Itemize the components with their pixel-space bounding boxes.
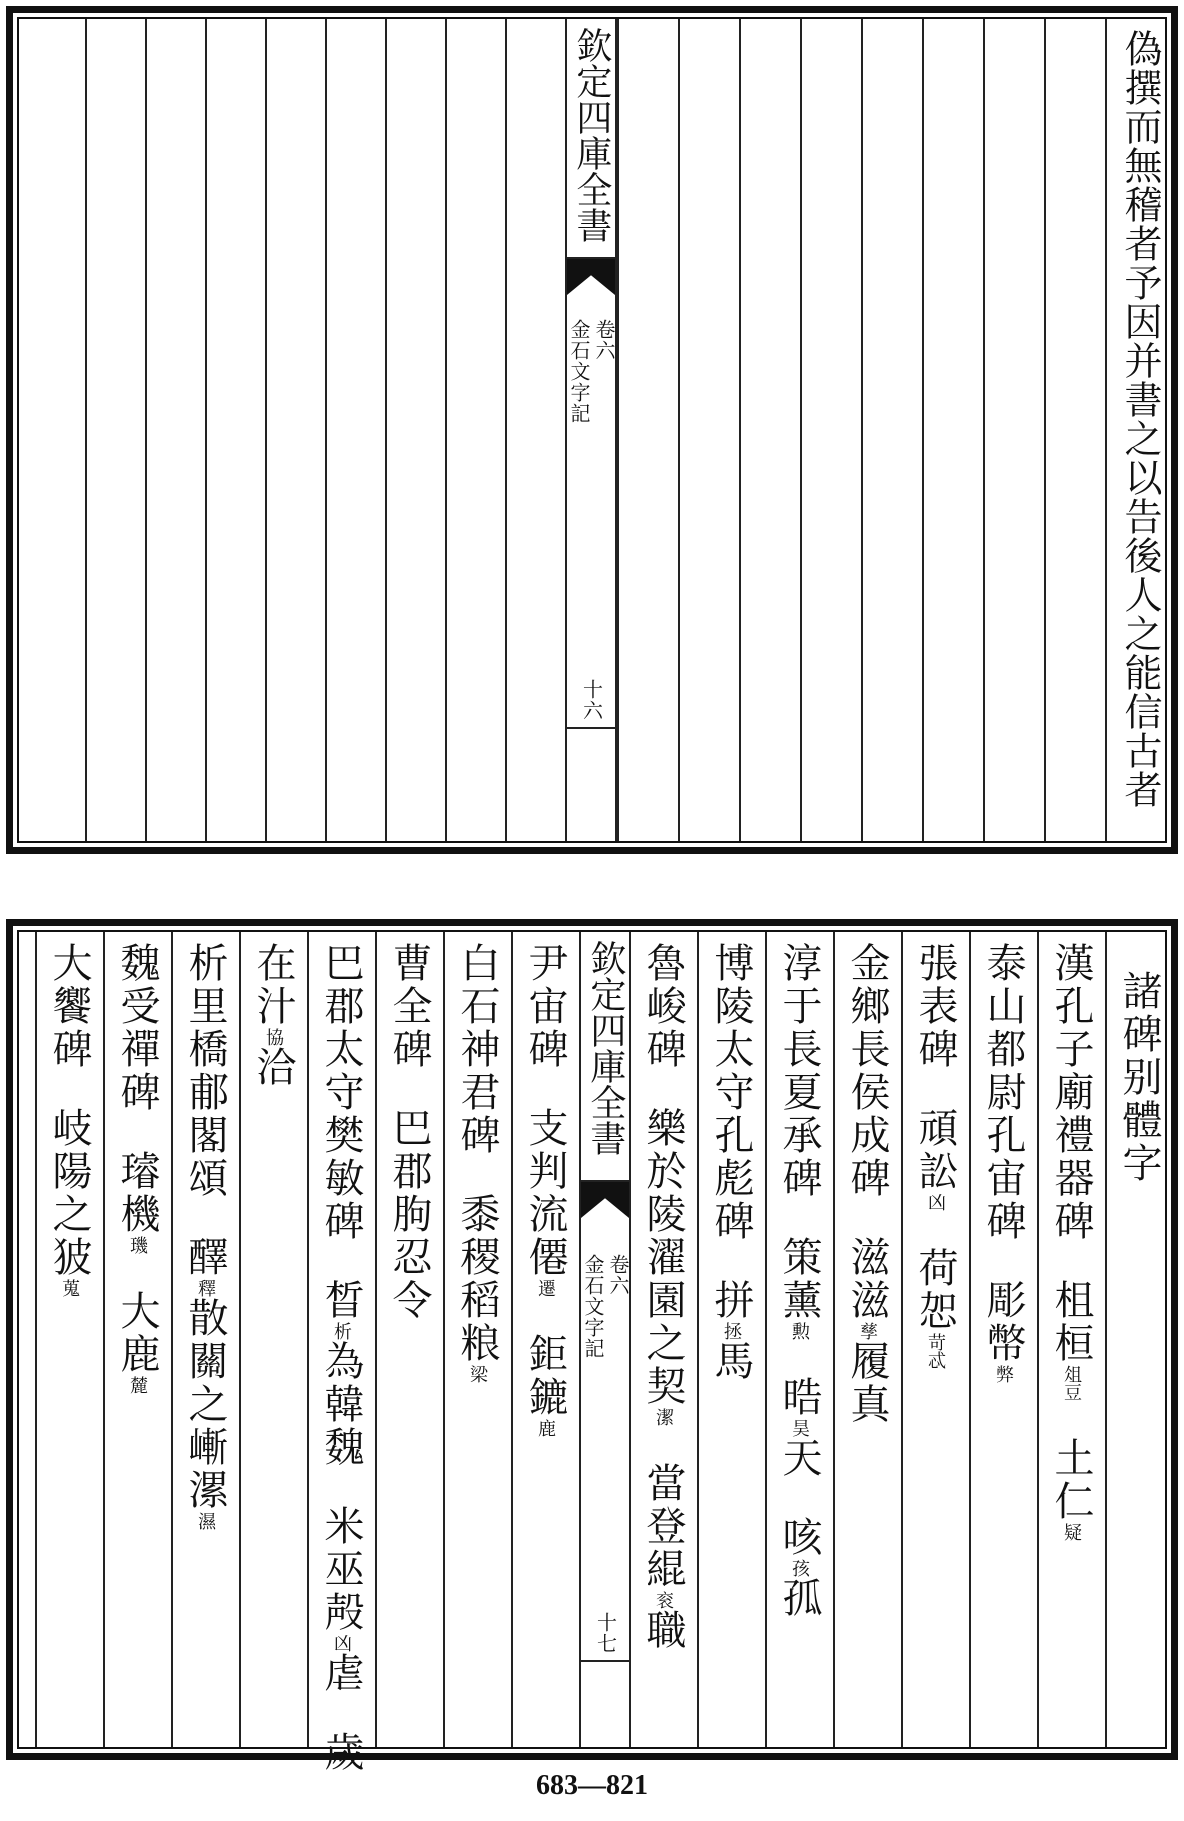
entry-segment: 大饗碑 [46, 942, 92, 1071]
top-empty-column [505, 19, 565, 841]
top-page [6, 6, 1178, 854]
annotation-note: 釋 [195, 1279, 216, 1297]
top-page-frame [17, 17, 1167, 843]
annotation-note: 濕 [195, 1512, 216, 1530]
entry-text [320, 942, 362, 1774]
entry-segment: 策薰 [776, 1236, 822, 1322]
entry-column [103, 932, 169, 1747]
entry-text [1050, 942, 1092, 1541]
entry-segment: 璿機 [114, 1150, 160, 1236]
top-text-line: 偽撰而無稽者予因并書之以告後人之能信古者 [1117, 29, 1162, 809]
entry-segment: 履真 [844, 1340, 890, 1426]
bottom-heading-column [1105, 932, 1171, 1747]
entry-text [456, 942, 498, 1383]
annotation-note: 麓 [127, 1376, 148, 1394]
entry-column [629, 932, 695, 1747]
top-empty-column [145, 19, 205, 841]
entry-segment: 淳于長夏承碑 [776, 942, 822, 1200]
top-empty-column [385, 19, 445, 841]
annotation-note: 孩 [789, 1559, 810, 1577]
top-empty-column [265, 19, 325, 841]
bottom-banxin-section: 金石文字記 [581, 1254, 605, 1359]
entry-segment: 柤桓 [1048, 1279, 1094, 1365]
entry-segment: 尹宙碑 [522, 942, 568, 1071]
top-empty-column [739, 19, 800, 841]
top-empty-column [800, 19, 861, 841]
entry-segment: 米巫殸 [318, 1505, 364, 1634]
entry-column [969, 932, 1035, 1747]
top-empty-column [922, 19, 983, 841]
top-empty-column [1044, 19, 1105, 841]
entry-segment: 巴郡朐忍令 [386, 1107, 432, 1322]
bottom-banxin-leaf: 十七 [593, 1612, 618, 1654]
top-empty-column [983, 19, 1044, 841]
top-empty-column [617, 19, 678, 841]
entry-column [307, 932, 373, 1774]
entry-segment: 天 [776, 1437, 822, 1480]
annotation-note: 梁 [467, 1365, 488, 1383]
entry-text [388, 942, 430, 1322]
entry-segment: 彫幣 [980, 1279, 1026, 1365]
bottom-banxin-volume: 卷六 [606, 1254, 630, 1296]
entry-segment: 白石神君碑 [454, 942, 500, 1157]
top-empty-column [445, 19, 505, 841]
entry-segment: 為韓魏 [318, 1340, 364, 1469]
entry-segment: 當登緄 [640, 1462, 686, 1591]
entry-segment: 滋滋 [844, 1236, 890, 1322]
top-empty-column [861, 19, 922, 841]
top-banxin-volume: 卷六 [592, 319, 616, 361]
annotation-note: 拯 [721, 1322, 742, 1340]
entry-segment: 張表碑 [912, 942, 958, 1071]
bottom-page-frame [17, 930, 1167, 1774]
entry-segment: 鉅鏕 [522, 1333, 568, 1419]
entry-segment: 歲 [318, 1731, 364, 1774]
entry-segment: 大鹿 [114, 1290, 160, 1376]
entry-text [982, 942, 1024, 1383]
bottom-banxin-book-title: 欽定四庫全書 [584, 940, 626, 1156]
entry-segment: 散關之嶃漯 [182, 1297, 228, 1512]
entry-segment: 職 [640, 1609, 686, 1652]
entry-segment: 頑訟 [912, 1107, 958, 1193]
entry-segment: 荷㤎 [912, 1247, 958, 1333]
entry-text [914, 942, 956, 1369]
entry-segment: 醳 [182, 1236, 228, 1279]
entry-segment: 晧 [776, 1376, 822, 1419]
annotation-note: 苛忒 [925, 1333, 946, 1369]
page-number: 683—821 [536, 1770, 648, 1801]
entry-segment: 土仁 [1048, 1437, 1094, 1523]
entry-column [1037, 932, 1103, 1747]
top-banxin-section: 金石文字記 [567, 319, 591, 424]
entry-text [48, 942, 90, 1297]
entry-column [443, 932, 509, 1747]
entry-segment: 洽 [250, 1046, 296, 1089]
annotation-note: 疑 [1061, 1523, 1082, 1541]
annotation-note: 鹿 [535, 1419, 556, 1437]
entry-text [778, 942, 820, 1620]
top-text-column [1105, 19, 1171, 841]
top-banxin-leaf: 十六 [579, 679, 604, 721]
annotation-note: 璣 [127, 1236, 148, 1254]
annotation-note: 遷 [535, 1279, 556, 1297]
entry-segment: 岐陽之狓 [46, 1107, 92, 1279]
top-banxin-leaf-box [567, 679, 615, 729]
entry-segment: 魯峻碑 [640, 942, 686, 1071]
entry-segment: 拼 [708, 1279, 754, 1322]
entry-segment: 泰山都尉孔宙碑 [980, 942, 1026, 1243]
bottom-banxin-leaf-box [581, 1612, 629, 1662]
entry-segment: 孤 [776, 1577, 822, 1620]
entry-column [171, 932, 237, 1747]
entry-segment: 馬 [708, 1340, 754, 1383]
top-banxin-fishtail [567, 259, 615, 295]
annotation-note: 潔 [653, 1408, 674, 1426]
entry-segment: 魏受禪碑 [114, 942, 160, 1114]
entry-segment: 虐 [318, 1652, 364, 1695]
annotation-note: 析 [331, 1322, 352, 1340]
top-banxin-title-box [567, 19, 615, 259]
entry-segment: 黍稷稻粮 [454, 1193, 500, 1365]
annotation-note: 凶 [331, 1634, 352, 1652]
entry-text [252, 942, 294, 1089]
entry-text [846, 942, 888, 1426]
entry-column [375, 932, 441, 1747]
entry-segment: 巴郡太守樊敏碑 [318, 942, 364, 1243]
entry-column [511, 932, 577, 1747]
entry-segment: 博陵太守孔彪碑 [708, 942, 754, 1243]
bottom-banxin-fishtail [581, 1182, 629, 1218]
bottom-heading: 諸碑别體字 [1116, 970, 1162, 1185]
annotation-note: 俎豆 [1061, 1365, 1082, 1401]
annotation-note: 弊 [993, 1365, 1014, 1383]
entry-text [710, 942, 752, 1383]
entry-column [239, 932, 305, 1747]
entry-segment: 支判流僊 [522, 1107, 568, 1279]
bottom-banxin-title-box [581, 932, 629, 1182]
entry-column [35, 932, 101, 1747]
annotation-note: 協 [263, 1028, 284, 1046]
bottom-banxin [579, 932, 631, 1747]
entry-segment: 咳 [776, 1516, 822, 1559]
entry-text [642, 942, 684, 1652]
entry-column [765, 932, 831, 1747]
annotation-note: 孳 [857, 1322, 878, 1340]
entry-segment: 樂於陵濯園之契 [640, 1107, 686, 1408]
entry-segment: 析里橋郙閣頌 [182, 942, 228, 1200]
annotation-note: 凶 [925, 1193, 946, 1211]
entry-text [524, 942, 566, 1437]
top-empty-column [85, 19, 145, 841]
top-banxin-book-title: 欽定四庫全書 [570, 27, 612, 243]
entry-column [833, 932, 899, 1747]
annotation-note: 昊 [789, 1419, 810, 1437]
top-empty-column [205, 19, 265, 841]
bottom-banxin-subtitle [581, 1254, 629, 1359]
annotation-note: 衮 [653, 1591, 674, 1609]
entry-segment: 晳 [318, 1279, 364, 1322]
top-empty-column [678, 19, 739, 841]
bottom-page [6, 919, 1178, 1774]
entry-segment: 漢孔子廟禮器碑 [1048, 942, 1094, 1243]
top-banxin-subtitle [567, 319, 615, 424]
entry-segment: 曹全碑 [386, 942, 432, 1071]
top-empty-column [325, 19, 385, 841]
entry-segment: 在汁 [250, 942, 296, 1028]
entry-column [697, 932, 763, 1747]
top-banxin [565, 19, 617, 841]
entry-text [116, 942, 158, 1394]
entry-column [901, 932, 967, 1747]
annotation-note: 蒐 [59, 1279, 80, 1297]
top-empty-column [25, 19, 85, 841]
entry-segment: 金鄉長侯成碑 [844, 942, 890, 1200]
annotation-note: 勲 [789, 1322, 810, 1340]
entry-text [184, 942, 226, 1530]
